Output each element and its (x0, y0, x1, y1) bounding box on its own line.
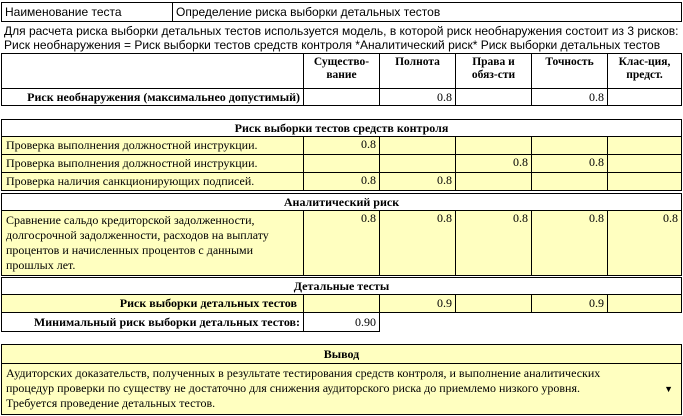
detail-section-title: Детальные тесты (1, 277, 682, 295)
analytic-label-line-4: прошлых лет. (6, 258, 76, 272)
analytic-row-value[interactable]: 0.8 (379, 210, 456, 276)
detection-risk-value[interactable] (455, 88, 532, 106)
control-row-value[interactable]: 0.8 (531, 154, 608, 173)
control-row-value[interactable]: 0.8 (455, 154, 532, 173)
control-row-label: Проверка наличия санкционирующих подписей. (1, 172, 304, 191)
control-row-value[interactable] (607, 154, 682, 173)
analytic-row-value[interactable]: 0.8 (531, 210, 608, 276)
conclusion-text-box[interactable] (1, 363, 682, 415)
conclusion-line-2: процедур проверки по существу не достаточно для снижения аудиторского риска до приемлемо низкого уровня. (6, 381, 580, 395)
detection-risk-value[interactable] (607, 88, 682, 106)
column-header (303, 53, 380, 89)
control-row-value[interactable] (455, 172, 532, 191)
conclusion-title: Вывод (1, 344, 682, 364)
analytic-row-value[interactable]: 0.8 (303, 210, 380, 276)
column-header-line: вание (326, 69, 357, 81)
column-header (455, 53, 532, 89)
detail-risk-value[interactable] (455, 294, 532, 313)
analytic-row-value[interactable]: 0.8 (607, 210, 682, 276)
detail-risk-value[interactable] (607, 294, 682, 313)
detection-risk-value[interactable]: 0.8 (531, 88, 608, 106)
column-header-line: Точность (545, 56, 594, 68)
dropdown-arrow-icon[interactable]: ▼ (664, 384, 673, 394)
control-row-value[interactable] (303, 154, 380, 173)
analytic-label-line-2: долгосрочной задолженности, расходов на выплату (6, 228, 269, 242)
intro-line-1: Для расчета риска выборки детальных тестов используется модель, в которой риск необнаружения состоит из 3 рисков: (4, 24, 679, 38)
control-row-value[interactable] (379, 136, 456, 155)
conclusion-line-3: Требуется проведение детальных тестов. (6, 396, 216, 410)
test-name-value[interactable]: Определение риска выборки детальных тестов (172, 2, 682, 22)
analytic-row-value[interactable]: 0.8 (455, 210, 532, 276)
column-header-line: Клас-ция, (618, 56, 671, 68)
control-row-value[interactable] (455, 136, 532, 155)
detection-risk-label: Риск необнаружения (максимальнео допустимый) (1, 88, 304, 106)
control-row-value[interactable] (531, 136, 608, 155)
min-risk-label: Минимальный риск выборки детальных тестов: (1, 312, 304, 332)
column-header-line: Права и (472, 56, 515, 68)
control-row-label: Проверка выполнения должностной инструкции. (1, 136, 304, 155)
control-row-value[interactable] (607, 172, 682, 191)
control-row-value[interactable] (607, 136, 682, 155)
analytic-label-line-3: процентов и начисленных процентов с данными (6, 243, 254, 257)
detection-risk-value[interactable]: 0.8 (379, 88, 456, 106)
column-header-line: предст. (626, 69, 663, 81)
control-row-value[interactable] (379, 154, 456, 173)
min-risk-value: 0.90 (303, 312, 380, 332)
analytic-section-title: Аналитический риск (1, 193, 682, 211)
conclusion-line-1: Аудиторских доказательств, полученных в результате тестирования средств контроля, и выполнение аналитических (6, 366, 601, 380)
column-header-line: обяз-сти (471, 69, 516, 81)
intro-line-2: Риск необнаружения = Риск выборки тестов средств контроля *Аналитический риск* Риск выборки детальных тестов (4, 38, 661, 52)
control-row-value[interactable] (531, 172, 608, 191)
column-header (531, 53, 608, 89)
detail-risk-value[interactable]: 0.9 (531, 294, 608, 313)
detail-risk-label: Риск выборки детальных тестов (1, 294, 304, 313)
table-header-blank (1, 53, 304, 89)
column-header-line: Существо- (313, 56, 370, 68)
test-name-label: Наименование теста (1, 2, 173, 22)
column-header (379, 53, 456, 89)
analytic-row-label (1, 210, 304, 276)
control-row-label: Проверка выполнения должностной инструкции. (1, 154, 304, 173)
column-header-line: Полнота (395, 56, 440, 68)
detail-risk-value[interactable]: 0.9 (379, 294, 456, 313)
detection-risk-value[interactable] (303, 88, 380, 106)
control-section-title: Риск выборки тестов средств контроля (1, 119, 682, 137)
detail-risk-value[interactable] (303, 294, 380, 313)
column-header (607, 53, 682, 89)
control-row-value[interactable]: 0.8 (303, 136, 380, 155)
control-row-value[interactable]: 0.8 (303, 172, 380, 191)
control-row-value[interactable]: 0.8 (379, 172, 456, 191)
analytic-label-line-1: Сравнение сальдо кредиторской задолженности, (6, 213, 255, 227)
